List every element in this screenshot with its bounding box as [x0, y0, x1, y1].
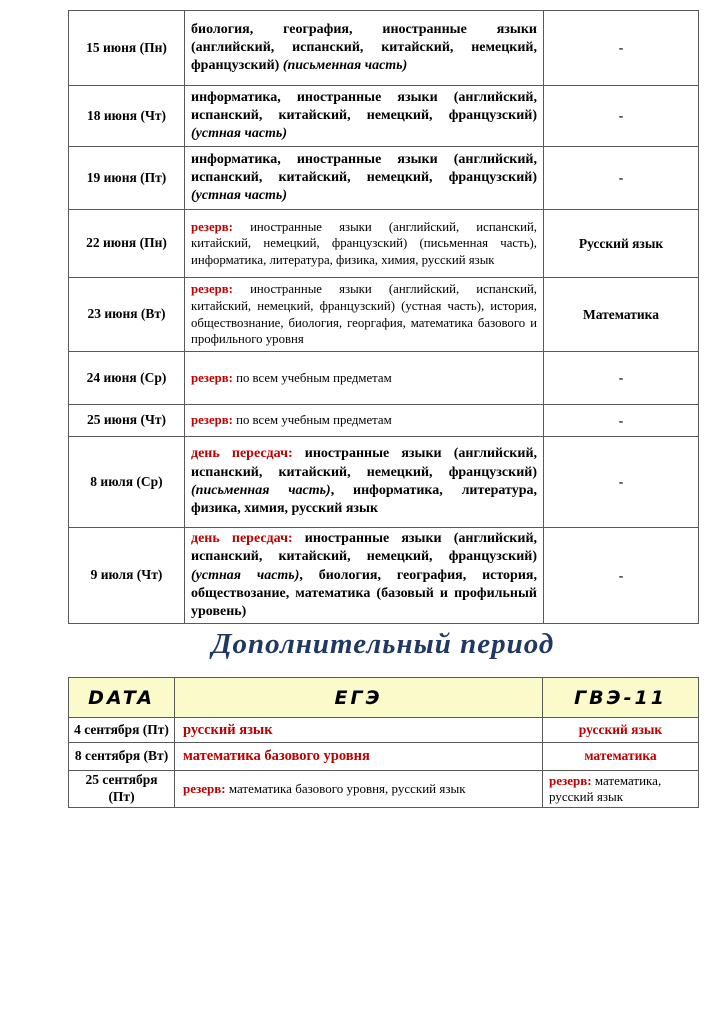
ege-cell	[175, 771, 543, 808]
date-cell: 25 сентября (Пт)	[69, 771, 175, 808]
text-segment: иностранные языки (английский, испанский, китайский, немецкий, французский)	[191, 446, 538, 480]
schedule-row	[69, 771, 699, 808]
gve-cell: Русский язык	[544, 210, 699, 278]
date-cell: 4 сентября (Пт)	[69, 718, 175, 743]
text-segment: биология, география, иностранные языки (английский, испанский, китайский, немецкий, французский)	[191, 21, 537, 74]
date-cell: 9 июля (Чт)	[69, 528, 185, 624]
schedule-row	[69, 352, 699, 405]
text-segment: резерв:	[549, 773, 595, 789]
gve-cell	[543, 743, 699, 771]
subjects-cell	[185, 528, 544, 624]
text-segment: иностранные языки (английский, испанский, китайский, немецкий, французский)	[191, 531, 538, 565]
text-segment: русский язык	[183, 721, 273, 738]
date-cell: 23 июня (Вт)	[69, 278, 185, 352]
gve-cell: -	[544, 437, 699, 528]
subjects-cell	[185, 86, 544, 147]
schedule-row	[69, 743, 699, 771]
text-segment: по всем учебным предметам	[236, 413, 392, 428]
schedule-row	[69, 278, 699, 352]
subjects-cell	[185, 405, 544, 437]
subjects-cell	[185, 11, 544, 86]
text-segment: (устная часть)	[191, 188, 287, 204]
text-segment: резерв:	[183, 780, 229, 796]
column-header-gve: ГВЭ-11	[543, 678, 699, 718]
ege-cell	[175, 718, 543, 743]
date-cell: 24 июня (Ср)	[69, 352, 185, 405]
subjects-cell	[185, 352, 544, 405]
gve-cell: -	[544, 11, 699, 86]
text-segment: (письменная часть)	[191, 483, 331, 498]
gve-cell: -	[544, 528, 699, 624]
text-segment: математика, русский язык	[549, 773, 662, 804]
header-row	[69, 678, 699, 718]
schedule-row	[69, 210, 699, 278]
text-segment: резерв:	[191, 370, 237, 385]
gve-cell: Математика	[544, 278, 699, 352]
text-segment: математика базового уровня, русский язык	[228, 780, 466, 796]
text-segment: информатика, иностранные языки (английский, испанский, китайский, немецкий, французский)	[191, 89, 537, 123]
text-segment: резерв:	[191, 219, 251, 234]
text-segment: математика базового уровня	[183, 748, 370, 765]
gve-cell	[543, 718, 699, 743]
column-header-ege: ЕГЭ	[175, 678, 543, 718]
schedule-row	[69, 437, 699, 528]
text-segment: математика	[584, 748, 657, 764]
additional-period-title: Дополнительный период	[211, 628, 555, 660]
subjects-cell	[185, 147, 544, 210]
date-cell: 18 июня (Чт)	[69, 86, 185, 147]
gve-cell: -	[544, 147, 699, 210]
schedule-row	[69, 86, 699, 147]
schedule-row	[69, 718, 699, 743]
subjects-cell	[185, 437, 544, 528]
additional-period-table	[68, 677, 698, 808]
text-segment: резерв:	[191, 413, 237, 428]
gve-cell	[543, 771, 699, 808]
text-segment: (письменная часть)	[282, 58, 408, 74]
main-exam-schedule-table	[68, 10, 698, 624]
text-segment: (устная часть)	[191, 126, 287, 142]
text-segment: иностранные языки (английский, испанский, китайский, немецкий, французский) (письменная часть), информатика, литература, физика, химия, русский язык	[191, 219, 538, 267]
text-segment: (устная часть)	[191, 567, 300, 583]
date-cell: 8 сентября (Вт)	[69, 743, 175, 771]
text-segment: , биология, география, история, обществозание, математика (базовый и профильный уровень)	[191, 567, 537, 620]
schedule-row	[69, 528, 699, 624]
gve-cell: -	[544, 405, 699, 437]
schedule-row	[69, 11, 699, 86]
subjects-cell	[185, 278, 544, 352]
column-header-date: DATA	[69, 678, 175, 718]
gve-cell: -	[544, 86, 699, 147]
text-segment: день пересдач:	[191, 446, 305, 462]
text-segment: день пересдач:	[191, 531, 305, 546]
date-cell: 19 июня (Пт)	[69, 147, 185, 210]
text-segment: информатика, иностранные языки (английский, испанский, китайский, немецкий, французский)	[191, 151, 537, 185]
text-segment: русский язык	[578, 721, 663, 737]
date-cell: 22 июня (Пн)	[69, 210, 185, 278]
text-segment: иностранные языки (английский, испанский, китайский, немецкий, французский) (устная часть), история, обществознание, биология, георгафия, математика базового и профильного уровня	[191, 282, 538, 347]
date-cell: 25 июня (Чт)	[69, 405, 185, 437]
text-segment: резерв:	[191, 282, 251, 297]
gve-cell: -	[544, 352, 699, 405]
subjects-cell	[185, 210, 544, 278]
schedule-row	[69, 147, 699, 210]
text-segment: по всем учебным предметам	[236, 370, 392, 385]
text-segment: , информатика, литература, физика, химия, русский язык	[191, 483, 537, 517]
schedule-row	[69, 405, 699, 437]
date-cell: 8 июля (Ср)	[69, 437, 185, 528]
ege-cell	[175, 743, 543, 771]
date-cell: 15 июня (Пн)	[69, 11, 185, 86]
